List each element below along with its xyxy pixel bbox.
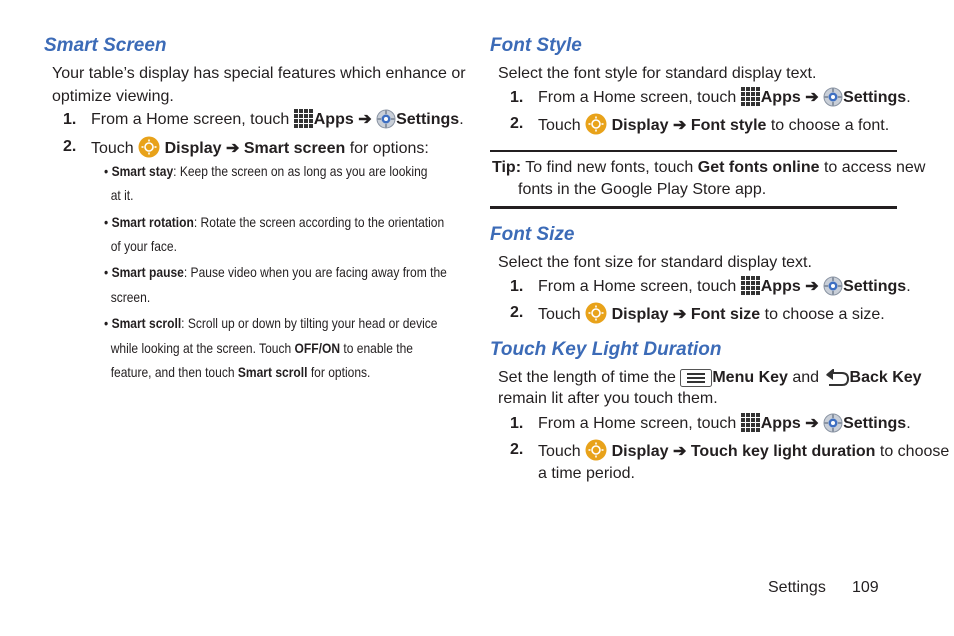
bullet-smart-pause: • Smart pause: Pause video when you are facing away from the [104,264,447,280]
back-key-label: Back Key [849,369,922,386]
apps-icon [741,87,761,114]
touch-key-step-2-line2: a time period. [538,465,635,482]
bullet-smart-stay: • Smart stay: Keep the screen on as long as you are looking [104,163,428,179]
arrow-icon: ➔ [805,89,819,106]
apps-icon [741,413,761,440]
apps-label: Apps [313,111,354,128]
tip-box: Tip: To find new fonts, touch Get fonts online to access new [492,159,926,176]
step-number: 2. [63,138,77,155]
tip-top-rule [490,150,897,152]
back-key-icon [824,369,850,394]
smart-screen-intro-line1: Your table’s display has special features which enhance or [52,65,466,82]
tip-line2: fonts in the Google Play Store app. [518,181,767,198]
settings-gear-icon [823,276,843,303]
step-number: 1. [63,111,77,128]
footer-section-name: Settings [768,579,826,596]
smart-screen-label: Smart screen [243,140,346,157]
settings-label: Settings [396,111,460,128]
display-icon [585,302,607,331]
font-size-heading: Font Size [490,224,575,245]
display-label: Display [164,140,222,157]
font-size-intro: Select the font size for standard display text. [498,254,812,271]
touch-key-intro-line1: Set the length of time the Menu Key and Back Key [498,367,922,394]
arrow-icon: ➔ [672,117,687,134]
touch-key-heading: Touch Key Light Duration [490,339,722,360]
footer-page-number: 109 [852,579,879,596]
font-style-intro: Select the font style for standard display text. [498,65,817,82]
arrow-icon: ➔ [672,443,687,460]
arrow-icon: ➔ [672,306,687,323]
apps-icon [741,276,761,303]
arrow-icon: ➔ [358,111,372,128]
apps-icon [294,109,314,136]
settings-gear-icon [823,413,843,440]
tip-label: Tip: [492,159,522,176]
bullet-smart-scroll: • Smart scroll: Scroll up or down by tilting your head or device [104,315,438,331]
settings-gear-icon [823,87,843,114]
settings-gear-icon [376,109,396,136]
bullet-smart-rotation: • Smart rotation: Rotate the screen according to the orientation [104,214,445,230]
menu-key-label: Menu Key [712,369,788,386]
smart-screen-intro-line2: optimize viewing. [52,88,174,105]
display-icon [585,113,607,142]
arrow-icon: ➔ [225,140,240,157]
smart-screen-heading: Smart Screen [44,35,167,56]
font-style-heading: Font Style [490,35,582,56]
tip-bottom-rule [490,206,897,209]
arrow-icon: ➔ [805,415,819,432]
touch-key-intro-line2: remain lit after you touch them. [498,390,718,407]
arrow-icon: ➔ [805,278,819,295]
step-text: From a Home screen, touch [91,111,290,128]
